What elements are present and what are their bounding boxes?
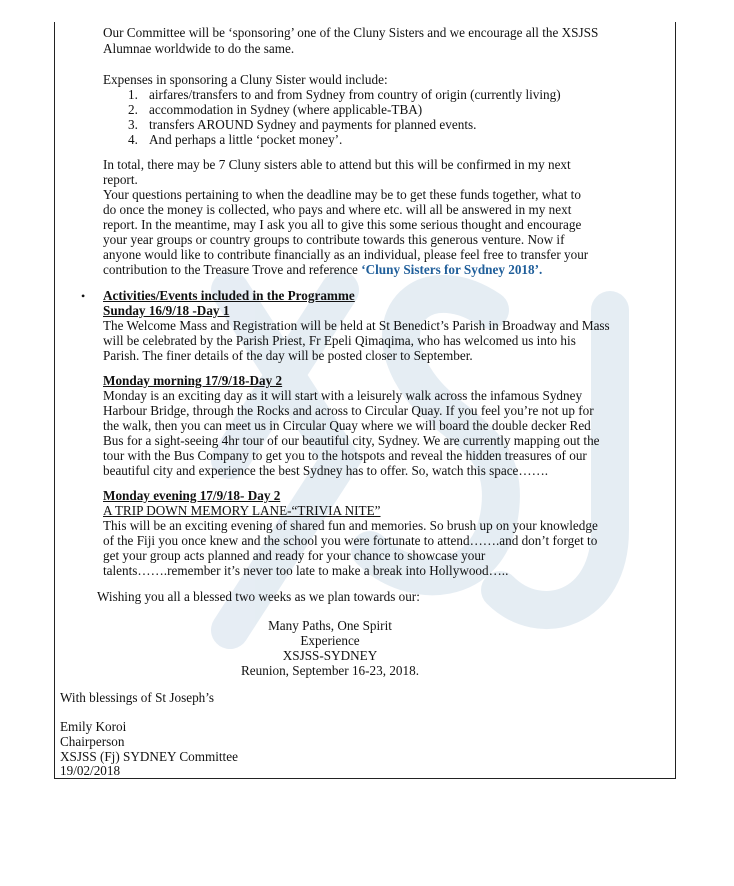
day1-title: Sunday 16/9/18 -Day 1 [103, 303, 230, 318]
trivia-nite-subtitle: A TRIP DOWN MEMORY LANE-“TRIVIA NITE” [103, 503, 381, 518]
day2-evening-line: This will be an exciting evening of shared fun and memories. So brush up on your knowledge [103, 518, 598, 533]
treasure-trove-reference: ‘Cluny Sisters for Sydney 2018’. [361, 262, 543, 277]
bullet-icon: • [81, 289, 86, 303]
sponsor-paragraph-line: Alumnae worldwide to do the same. [103, 41, 295, 56]
expenses-heading: Expenses in sponsoring a Cluny Sister would include: [103, 72, 388, 87]
day1-line: will be celebrated by the Parish Priest, Fr Epeli Qimaqima, who has welcomed us into his [103, 333, 576, 348]
day2-morning-line: the walk, then you can meet us in Circular Quay where we will board the double decker Red [103, 418, 591, 433]
expense-item: accommodation in Sydney (where applicable-TBA) [149, 102, 423, 117]
day2-morning-line: beautiful city and experience the best Sydney has to offer. So, watch this space……. [103, 463, 549, 478]
blessing-line: With blessings of St Joseph’s [60, 690, 215, 705]
day2-evening-line: get your group acts planned and ready for your chance to showcase your [103, 548, 486, 563]
day2-morning-line: tour with the Bus Company to get you to the hotspots and reveal the hidden treasures of our [103, 448, 587, 463]
signature-name: Emily Koroi [60, 719, 127, 734]
signature-date: 19/02/2018 [60, 763, 121, 778]
list-number: 4. [128, 132, 138, 147]
questions-paragraph-line: Your questions pertaining to when the deadline may be to get these funds together, what to [103, 187, 581, 202]
expense-item: transfers AROUND Sydney and payments for planned events. [149, 117, 477, 132]
day2-morning-title: Monday morning 17/9/18-Day 2 [103, 373, 283, 388]
sponsor-paragraph-line: Our Committee will be ‘sponsoring’ one of the Cluny Sisters and we encourage all the XSJSS [103, 25, 599, 40]
programme-heading: Activities/Events included in the Programme [103, 288, 355, 303]
day2-morning-line: Harbour Bridge, through the Rocks and across to Circular Quay. If you feel you’re not up for [103, 403, 594, 418]
questions-paragraph-line: anyone would like to contribute financially as an individual, please feel free to transfer your [103, 247, 589, 262]
day2-morning-line: Bus for a sight-seeing 4hr tour of our beautiful city, Sydney. We are currently mapping out the [103, 433, 600, 448]
day2-morning-line: Monday is an exciting day as it will start with a leisurely walk across the infamous Sydney [103, 388, 583, 403]
questions-paragraph-line: your year groups or country groups to contribute towards this generous venture. Now if [103, 232, 565, 247]
wishing-line: Wishing you all a blessed two weeks as we plan towards our: [97, 589, 420, 604]
attendance-paragraph-line: report. [103, 172, 138, 187]
signature-committee: XSJSS (Fj) SYDNEY Committee [60, 749, 238, 764]
questions-paragraph-line [103, 262, 542, 277]
expense-item: airfares/transfers to and from Sydney from country of origin (currently living) [149, 87, 561, 102]
day2-evening-line: of the Fiji you once knew and the school you were fortunate to attend…….and don’t forget to [103, 533, 598, 548]
attendance-paragraph-line: In total, there may be 7 Cluny sisters able to attend but this will be confirmed in my next [103, 157, 571, 172]
day1-line: The Welcome Mass and Registration will be held at St Benedict’s Parish in Broadway and Mass [103, 318, 610, 333]
questions-paragraph-line: do once the money is collected, who pays and where etc. will all be answered in my next [103, 202, 572, 217]
contribution-text: contribution to the Treasure Trove and reference [103, 262, 362, 277]
list-number: 2. [128, 102, 138, 117]
motto-line: XSJSS-SYDNEY [282, 648, 378, 663]
expense-item: And perhaps a little ‘pocket money’. [149, 132, 343, 147]
motto-line: Many Paths, One Spirit [268, 618, 392, 633]
day2-evening-line: talents…….remember it’s never too late to make a break into Hollywood….. [103, 563, 509, 578]
day1-line: Parish. The finer details of the day will be posted closer to September. [103, 348, 473, 363]
motto-line: Reunion, September 16-23, 2018. [240, 663, 419, 678]
motto-line: Experience [300, 633, 360, 648]
list-number: 3. [128, 117, 138, 132]
list-number: 1. [128, 87, 138, 102]
questions-paragraph-line: report. In the meantime, may I ask you all to give this some serious thought and encourage [103, 217, 582, 232]
day2-evening-title: Monday evening 17/9/18- Day 2 [103, 488, 281, 503]
signature-role: Chairperson [60, 734, 125, 749]
